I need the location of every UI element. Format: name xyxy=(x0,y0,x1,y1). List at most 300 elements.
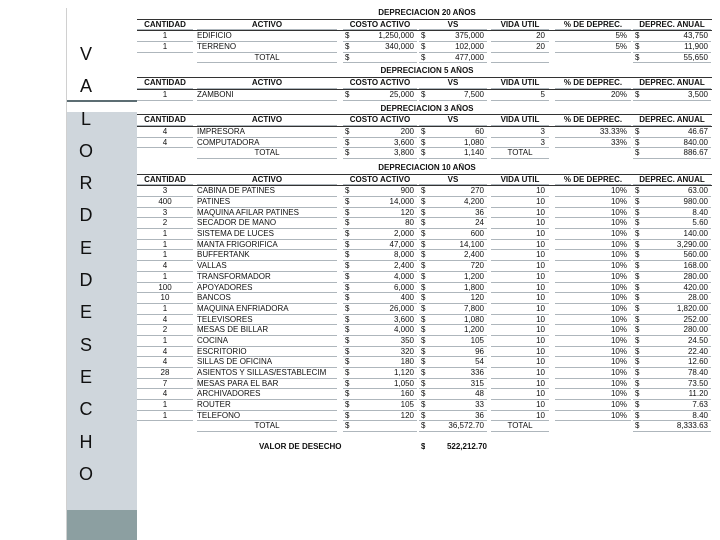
currency-symbol: $ xyxy=(421,126,426,136)
cell-vs xyxy=(419,218,487,229)
vertical-title-letter: E xyxy=(79,366,92,387)
table-row xyxy=(137,208,712,219)
cell-vs xyxy=(419,127,487,138)
cell-costo xyxy=(343,293,417,304)
currency-symbol: $ xyxy=(421,378,426,388)
cell-cantidad: 1 xyxy=(137,272,193,283)
currency-symbol: $ xyxy=(421,410,426,420)
cell-vida-util: 10 xyxy=(491,229,549,240)
cell-deprec-anual-value: 5.60 xyxy=(692,218,708,228)
total-deprec-anual-value: 886.67 xyxy=(683,148,708,158)
cell-vs xyxy=(419,411,487,422)
table-row xyxy=(137,218,712,229)
currency-symbol: $ xyxy=(635,137,640,147)
cell-costo xyxy=(343,42,417,53)
cell-vida-util: 10 xyxy=(491,325,549,336)
header-deprec-anual: DEPREC. ANUAL xyxy=(633,175,711,186)
cell-vida-util: 20 xyxy=(491,31,549,42)
cell-costo xyxy=(343,379,417,390)
total-deprec-anual xyxy=(633,53,711,64)
header-vs: VS xyxy=(419,175,487,186)
cell-activo: MAQUINA AFILAR PATINES xyxy=(197,208,337,219)
table-row xyxy=(137,283,712,294)
final-value-label: VALOR DE DESECHO xyxy=(259,442,342,452)
cell-vs-value: 105 xyxy=(470,335,484,345)
cell-vida-util: 10 xyxy=(491,240,549,251)
cell-vs-value: 1,080 xyxy=(463,314,484,324)
cell-cantidad: 4 xyxy=(137,347,193,358)
cell-vida-util: 10 xyxy=(491,197,549,208)
header-cantidad: CANTIDAD xyxy=(137,78,193,89)
total-costo xyxy=(343,148,417,159)
cell-costo xyxy=(343,90,417,101)
cell-pct-deprec: 10% xyxy=(555,283,631,294)
cell-cantidad: 1 xyxy=(137,304,193,315)
currency-symbol: $ xyxy=(421,52,426,62)
total-label-secondary: TOTAL xyxy=(491,421,549,432)
cell-pct-deprec: 10% xyxy=(555,186,631,197)
cell-vs xyxy=(419,272,487,283)
cell-costo-value: 180 xyxy=(400,357,414,367)
cell-activo: ARCHIVADORES xyxy=(197,389,337,400)
currency-symbol: $ xyxy=(635,378,640,388)
currency-symbol: $ xyxy=(421,148,426,158)
header-deprec-anual: DEPREC. ANUAL xyxy=(633,115,711,126)
cell-vs xyxy=(419,293,487,304)
cell-cantidad: 4 xyxy=(137,389,193,400)
cell-pct-deprec: 10% xyxy=(555,208,631,219)
currency-symbol: $ xyxy=(421,357,426,367)
cell-deprec-anual-value: 3,290.00 xyxy=(676,239,708,249)
cell-activo: ESCRITORIO xyxy=(197,347,337,358)
total-deprec-anual xyxy=(633,148,711,159)
cell-costo xyxy=(343,315,417,326)
currency-symbol: $ xyxy=(421,250,426,260)
cell-vs xyxy=(419,304,487,315)
cell-deprec-anual xyxy=(633,229,711,240)
cell-vs xyxy=(419,357,487,368)
total-costo xyxy=(343,421,417,432)
currency-symbol: $ xyxy=(635,250,640,260)
currency-symbol: $ xyxy=(635,303,640,313)
table-row xyxy=(137,31,712,42)
currency-symbol: $ xyxy=(345,89,350,99)
cell-activo: SILLAS DE OFICINA xyxy=(197,357,337,368)
table-row xyxy=(137,325,712,336)
currency-symbol: $ xyxy=(421,303,426,313)
currency-symbol: $ xyxy=(421,368,426,377)
currency-symbol: $ xyxy=(421,229,426,239)
cell-activo: VALLAS xyxy=(197,261,337,272)
cell-activo: COCINA xyxy=(197,336,337,347)
cell-vs-value: 33 xyxy=(475,400,484,410)
cell-costo-value: 3,600 xyxy=(393,137,414,147)
total-vs-value: 1,140 xyxy=(463,148,484,158)
cell-vida-util: 10 xyxy=(491,261,549,272)
cell-cantidad: 1 xyxy=(137,400,193,411)
currency-symbol: $ xyxy=(421,218,426,228)
cell-deprec-anual-value: 8.40 xyxy=(692,207,708,217)
table-row xyxy=(137,347,712,358)
currency-symbol: $ xyxy=(635,389,640,399)
currency-symbol: $ xyxy=(345,31,350,41)
cell-pct-deprec: 10% xyxy=(555,240,631,251)
cell-vida-util: 3 xyxy=(491,138,549,149)
currency-symbol: $ xyxy=(635,421,640,431)
currency-symbol: $ xyxy=(421,421,426,431)
cell-costo-value: 105 xyxy=(400,400,414,410)
cell-cantidad: 2 xyxy=(137,218,193,229)
cell-costo xyxy=(343,325,417,336)
cell-deprec-anual-value: 420.00 xyxy=(683,282,708,292)
cell-costo xyxy=(343,411,417,422)
currency-symbol: $ xyxy=(421,89,426,99)
header-deprec-anual: DEPREC. ANUAL xyxy=(633,20,711,31)
currency-symbol: $ xyxy=(345,218,350,228)
total-row xyxy=(137,148,712,159)
currency-symbol: $ xyxy=(345,239,350,249)
cell-deprec-anual-value: 7.63 xyxy=(692,400,708,410)
cell-pct-deprec: 10% xyxy=(555,325,631,336)
cell-vs-value: 36 xyxy=(475,207,484,217)
cell-activo: ZAMBONI xyxy=(197,90,337,101)
cell-vs-value: 600 xyxy=(470,229,484,239)
cell-vs xyxy=(419,42,487,53)
cell-pct-deprec: 10% xyxy=(555,229,631,240)
cell-cantidad: 400 xyxy=(137,197,193,208)
cell-vida-util: 10 xyxy=(491,272,549,283)
vertical-title-letter: E xyxy=(79,237,92,258)
table-row xyxy=(137,90,712,101)
header-activo: ACTIVO xyxy=(197,78,337,89)
currency-symbol: $ xyxy=(635,410,640,420)
cell-activo: TELEFONO xyxy=(197,411,337,422)
cell-deprec-anual xyxy=(633,42,711,53)
table-row xyxy=(137,368,712,379)
total-label: TOTAL xyxy=(197,148,337,159)
currency-symbol: $ xyxy=(421,271,426,281)
table-row xyxy=(137,357,712,368)
cell-vs xyxy=(419,240,487,251)
cell-costo-value: 8,000 xyxy=(393,250,414,260)
cell-cantidad: 100 xyxy=(137,283,193,294)
cell-vs-value: 54 xyxy=(475,357,484,367)
cell-deprec-anual-value: 11.20 xyxy=(688,389,708,399)
cell-activo: ROUTER xyxy=(197,400,337,411)
cell-costo-value: 3,600 xyxy=(393,314,414,324)
currency-symbol: $ xyxy=(635,239,640,249)
section-title: DEPRECIACION 10 AÑOS xyxy=(378,162,476,172)
currency-symbol: $ xyxy=(345,148,350,158)
cell-costo-value: 2,000 xyxy=(393,229,414,239)
cell-deprec-anual-value: 280.00 xyxy=(683,325,708,335)
cell-deprec-anual-value: 252.00 xyxy=(683,314,708,324)
cell-pct-deprec: 10% xyxy=(555,197,631,208)
cell-deprec-anual xyxy=(633,379,711,390)
currency-symbol: $ xyxy=(345,197,350,206)
cell-costo-value: 2,400 xyxy=(393,261,414,271)
currency-symbol: $ xyxy=(635,400,640,410)
currency-symbol: $ xyxy=(345,389,350,399)
vertical-title-letter: C xyxy=(79,399,93,420)
cell-vs-value: 1,200 xyxy=(463,325,484,335)
cell-vida-util: 10 xyxy=(491,293,549,304)
table-header-row xyxy=(137,19,712,32)
total-row xyxy=(137,53,712,64)
cell-costo xyxy=(343,272,417,283)
currency-symbol: $ xyxy=(345,303,350,313)
cell-costo xyxy=(343,186,417,197)
table-row xyxy=(137,197,712,208)
cell-vs xyxy=(419,208,487,219)
cell-deprec-anual-value: 63.00 xyxy=(687,186,708,196)
cell-costo-value: 25,000 xyxy=(389,89,414,99)
depreciation-sheet xyxy=(137,8,712,540)
cell-deprec-anual-value: 168.00 xyxy=(683,261,708,271)
cell-vs-value: 315 xyxy=(470,378,484,388)
cell-costo-value: 6,000 xyxy=(393,282,414,292)
cell-deprec-anual xyxy=(633,411,711,422)
total-vs xyxy=(419,148,487,159)
cell-pct-deprec: 10% xyxy=(555,389,631,400)
currency-symbol: $ xyxy=(345,293,350,303)
cell-vs-value: 336 xyxy=(470,368,484,377)
table-row xyxy=(137,293,712,304)
cell-costo xyxy=(343,261,417,272)
cell-deprec-anual xyxy=(633,138,711,149)
cell-costo-value: 160 xyxy=(400,389,414,399)
cell-vs-value: 375,000 xyxy=(455,31,484,41)
cell-vs xyxy=(419,347,487,358)
currency-symbol: $ xyxy=(345,357,350,367)
currency-symbol: $ xyxy=(635,229,640,239)
total-label-secondary: TOTAL xyxy=(491,148,549,159)
cell-deprec-anual xyxy=(633,240,711,251)
total-label: TOTAL xyxy=(197,53,337,64)
currency-symbol: $ xyxy=(635,186,640,196)
currency-symbol: $ xyxy=(421,335,426,345)
total-deprec-anual xyxy=(633,421,711,432)
cell-cantidad: 1 xyxy=(137,336,193,347)
cell-deprec-anual-value: 3,500 xyxy=(687,89,708,99)
cell-activo: ASIENTOS Y SILLAS/ESTABLECIM xyxy=(197,368,337,379)
currency-symbol: $ xyxy=(635,293,640,303)
cell-cantidad: 7 xyxy=(137,379,193,390)
cell-vida-util: 10 xyxy=(491,283,549,294)
table-row xyxy=(137,127,712,138)
table-row xyxy=(137,315,712,326)
currency-symbol: $ xyxy=(345,282,350,292)
cell-pct-deprec: 10% xyxy=(555,261,631,272)
currency-symbol: $ xyxy=(635,335,640,345)
vertical-title-letter: A xyxy=(79,76,92,97)
cell-cantidad: 3 xyxy=(137,208,193,219)
cell-deprec-anual xyxy=(633,90,711,101)
total-costo-value: 3,800 xyxy=(393,148,414,158)
cell-deprec-anual-value: 12.60 xyxy=(687,357,708,367)
header-vida-util: VIDA UTIL xyxy=(491,78,549,89)
table-row xyxy=(137,411,712,422)
currency-symbol: $ xyxy=(635,197,640,206)
currency-symbol: $ xyxy=(635,52,640,62)
currency-symbol: $ xyxy=(635,346,640,356)
vertical-title-letter: S xyxy=(79,334,92,355)
cell-activo: MESAS PARA EL BAR xyxy=(197,379,337,390)
cell-cantidad: 10 xyxy=(137,293,193,304)
cell-cantidad: 4 xyxy=(137,138,193,149)
cell-deprec-anual-value: 28.00 xyxy=(687,293,708,303)
final-value-currency: $ xyxy=(421,442,426,452)
total-vs-value: 36,572.70 xyxy=(448,421,484,431)
currency-symbol: $ xyxy=(635,271,640,281)
currency-symbol: $ xyxy=(345,261,350,271)
cell-activo: EDIFICIO xyxy=(197,31,337,42)
cell-costo xyxy=(343,357,417,368)
cell-activo: IMPRESORA xyxy=(197,127,337,138)
cell-deprec-anual xyxy=(633,208,711,219)
cell-activo: APOYADORES xyxy=(197,283,337,294)
cell-costo-value: 320 xyxy=(400,346,414,356)
cell-deprec-anual xyxy=(633,31,711,42)
currency-symbol: $ xyxy=(421,42,426,52)
cell-costo-value: 1,120 xyxy=(393,368,414,377)
table-row xyxy=(137,229,712,240)
cell-activo: BUFFERTANK xyxy=(197,250,337,261)
cell-costo-value: 350 xyxy=(400,335,414,345)
cell-vs-value: 1,080 xyxy=(463,137,484,147)
currency-symbol: $ xyxy=(421,325,426,335)
cell-vs xyxy=(419,336,487,347)
cell-activo: COMPUTADORA xyxy=(197,138,337,149)
currency-symbol: $ xyxy=(421,389,426,399)
cell-vs xyxy=(419,400,487,411)
currency-symbol: $ xyxy=(345,52,350,62)
cell-vida-util: 20 xyxy=(491,42,549,53)
currency-symbol: $ xyxy=(635,282,640,292)
currency-symbol: $ xyxy=(635,89,640,99)
cell-vs-value: 2,400 xyxy=(463,250,484,260)
section-title-row xyxy=(137,66,712,77)
header-activo: ACTIVO xyxy=(197,115,337,126)
cell-vida-util: 10 xyxy=(491,368,549,379)
cell-vs-value: 96 xyxy=(475,346,484,356)
header-vs: VS xyxy=(419,78,487,89)
currency-symbol: $ xyxy=(421,346,426,356)
header-activo: ACTIVO xyxy=(197,20,337,31)
cell-deprec-anual xyxy=(633,283,711,294)
cell-deprec-anual xyxy=(633,357,711,368)
cell-deprec-anual-value: 73.50 xyxy=(687,378,708,388)
cell-deprec-anual-value: 22.40 xyxy=(687,346,708,356)
total-vs-value: 477,000 xyxy=(455,52,484,62)
total-label: TOTAL xyxy=(197,421,337,432)
cell-activo: CABINA DE PATINES xyxy=(197,186,337,197)
cell-vs-value: 7,500 xyxy=(463,89,484,99)
header-cantidad: CANTIDAD xyxy=(137,20,193,31)
vertical-title-letter: R xyxy=(79,173,93,194)
table-row xyxy=(137,389,712,400)
cell-cantidad: 4 xyxy=(137,357,193,368)
currency-symbol: $ xyxy=(421,186,426,196)
currency-symbol: $ xyxy=(635,261,640,271)
cell-cantidad: 1 xyxy=(137,411,193,422)
currency-symbol: $ xyxy=(345,314,350,324)
currency-symbol: $ xyxy=(635,31,640,41)
cell-activo: MAQUINA ENFRIADORA xyxy=(197,304,337,315)
currency-symbol: $ xyxy=(345,126,350,136)
left-panel-footer xyxy=(67,510,137,540)
currency-symbol: $ xyxy=(345,137,350,147)
cell-cantidad: 28 xyxy=(137,368,193,379)
table-row xyxy=(137,272,712,283)
cell-deprec-anual-value: 840.00 xyxy=(683,137,708,147)
cell-vs-value: 102,000 xyxy=(455,42,484,52)
table-row xyxy=(137,186,712,197)
cell-deprec-anual-value: 11,900 xyxy=(684,42,708,52)
cell-costo-value: 1,250,000 xyxy=(378,31,414,41)
cell-pct-deprec: 10% xyxy=(555,400,631,411)
cell-deprec-anual xyxy=(633,389,711,400)
cell-costo-value: 26,000 xyxy=(389,303,414,313)
currency-symbol: $ xyxy=(635,314,640,324)
cell-pct-deprec: 10% xyxy=(555,218,631,229)
cell-vida-util: 10 xyxy=(491,186,549,197)
cell-pct-deprec: 10% xyxy=(555,293,631,304)
total-deprec-anual-value: 8,333.63 xyxy=(676,421,708,431)
vertical-title-letter: D xyxy=(79,270,93,291)
cell-costo-value: 47,000 xyxy=(389,239,414,249)
cell-vs-value: 7,800 xyxy=(463,303,484,313)
header-cantidad: CANTIDAD xyxy=(137,115,193,126)
cell-activo: BANCOS xyxy=(197,293,337,304)
header-pct-deprec: % DE DEPREC. xyxy=(555,175,631,186)
section-title-row xyxy=(137,104,712,115)
cell-vs xyxy=(419,186,487,197)
currency-symbol: $ xyxy=(345,410,350,420)
cell-vida-util: 10 xyxy=(491,347,549,358)
cell-costo xyxy=(343,283,417,294)
cell-vida-util: 10 xyxy=(491,218,549,229)
cell-vs-value: 24 xyxy=(475,218,484,228)
currency-symbol: $ xyxy=(345,42,350,52)
cell-costo xyxy=(343,127,417,138)
cell-cantidad: 3 xyxy=(137,186,193,197)
cell-vs-value: 270 xyxy=(470,186,484,196)
cell-costo-value: 14,000 xyxy=(389,197,414,206)
cell-deprec-anual xyxy=(633,127,711,138)
cell-deprec-anual-value: 980.00 xyxy=(683,197,708,206)
cell-deprec-anual-value: 24.50 xyxy=(687,335,708,345)
cell-costo-value: 340,000 xyxy=(385,42,414,52)
cell-vida-util: 10 xyxy=(491,208,549,219)
cell-activo: MANTA FRIGORIFICA xyxy=(197,240,337,251)
currency-symbol: $ xyxy=(421,282,426,292)
vertical-title-letter: O xyxy=(78,140,93,161)
cell-costo-value: 4,000 xyxy=(393,325,414,335)
currency-symbol: $ xyxy=(635,126,640,136)
cell-activo: SISTEMA DE LUCES xyxy=(197,229,337,240)
table-row xyxy=(137,138,712,149)
cell-vida-util: 10 xyxy=(491,400,549,411)
cell-pct-deprec: 10% xyxy=(555,368,631,379)
header-vs: VS xyxy=(419,20,487,31)
cell-vs-value: 60 xyxy=(475,126,484,136)
cell-vida-util: 10 xyxy=(491,315,549,326)
cell-vs xyxy=(419,389,487,400)
currency-symbol: $ xyxy=(421,293,426,303)
final-value-amount: 522,212.70 xyxy=(446,442,487,452)
cell-deprec-anual-value: 280.00 xyxy=(683,271,708,281)
